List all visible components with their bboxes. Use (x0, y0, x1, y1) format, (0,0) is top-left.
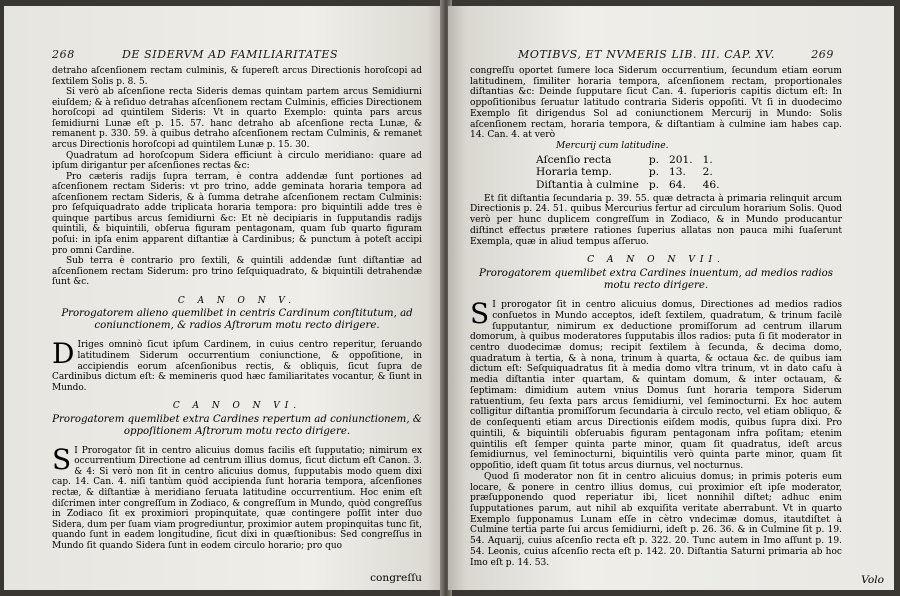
table-cell-p: p. (648, 166, 660, 179)
right-para-1: congreſſu oportet ſumere loca Siderum occurrentium, ſecundum etiam eorum latitudinem, ſimiliter horaria tempora, aſcenſionem rectam, proportionales diſtantias &c: Deinde ſupputare ſicut Can. 4. ſuperioris capitis dictum eſt: In oppoſitionibus ſeruatur latitudo contraria Sideris oppoſiti. Vt ſi in duodecimo Exemplo ſit dirigendus Sol ad coniunctionem Mercurij in Mundo: Solis aſcenſionem rectam, horaria tempora, & diſtantiam à culmine iam habes cap. 14. Can. 4. at verò (470, 66, 842, 141)
right-page (448, 6, 894, 590)
canon-5-title: C A N O N V. (177, 295, 297, 306)
left-para-4: Pro cæteris radijs ſupra terram, è contra addendæ ſunt portiones ad aſcenſionem rectam Sideris: vt pro trino, adde geminata horaria tempora ad aſcenſionem rectam Sideris, & à ſumma detrahe aſcenſionem rectam Culminis: pro ſeſquiquadrato adde triplicata horaria tempora: pro biquintili adde tres è quinque partibus arcus ſemidiurni &c: Et nè decipiaris in ſupputandis radijs quintili, & biquintili, obſerua figuram pentagonam, quam ſub quarto figuram poſui: in ipſa enim apparent diſtantiæ à Cardinibus; & punctum à poteſt accipi pro omni Cardine. (52, 171, 422, 256)
canon-5-dropcap: D (52, 337, 75, 371)
canon-7-text: I prorogator ſit in centro alicuius domus, Directiones ad medios radios conſuetos in Mundo acceptos, ideſt ſextilem, quadratum, & trinum facilè ſupputantur, nimirum ex deductione promiſſorum ad centrum illarum domorum, à quibus moderatores ſupputabis illos radios: puta ſi ſit moderator in centro duodecimæ domus; recipit ſextilem à ſecunda, & decima domo, quadratum à tertia, & à nona, trinum à quarta, & octaua &c. de quibus iam dictum eſt: Seſquiquadratus ſit à media domo vltra trinum, vt in dato caſu à media diſtantia inter quartam, & quintam domum, & inter octauam, & ſeptimam: dimidium autem vnius Domus ſunt horaria tempora Siderum ratuentium, ſeu ſexta pars arcus ſemidiurni, vel ſeminocturni. Ex hoc autem colligitur diſtantia promiſſorum ſecundaria à circulo recto, vel etiam obliquo, & de conſequenti etiam arcus Directionis eiſdem modis, quibus ſupra dixi. Pro quintili, & biquintili obſeruabis figuram pentagonam infra poſitam; etenim quintilis eſt ſemper quinta parte minor, quam ſit quadratus, ideſt arcus ſemidiurnus, vel ſeminocturni, biquintilis verò quinta parte minor, quam ſit oppoſitio, ideſt quam ſit totus arcus diurnus, vel nocturnus. (470, 300, 842, 472)
table-row (536, 179, 730, 192)
left-para-2: Si verò ab aſcenſione recta Sideris demas quintam partem arcus Semidiurni eiuſdem; & à reſiduo detrahas aſcenſionem rectam Culminis, efficies Directionem horoſcopi ad quintilem Sideris: Vt in quarto Exemplo: quinta pars arcus ſemidiurni Lunæ eſt p. 15. 57. hanc detraho ab aſcenſione recta Lunæ, & remanent p. 330. 59. à quibus detraho aſcenſionem rectam Culminis, & remanet arcus Directionis horoſcopi ad quintilem Lunæ p. 15. 30. (52, 87, 422, 150)
table-cell-p: p. (648, 153, 660, 166)
table-cell-label: Aſcenſio recta (536, 153, 612, 166)
canon-6-subtitle: Prorogatorem quemlibet extra Cardines repertum ad coniunctionem, & oppoſitionem Aſtrorum motu recto dirigere. (52, 413, 422, 437)
right-para-last: Quod ſi moderator non ſit in centro alicuius domus; in primis poteris eum locare, & ponere in centro illius domus, cui proximior eſt ipſe moderator, præſupponendo quod reperiatur ibi, licet nonnihil diſtet; adhuc enim ſupputationes parum, aut nihil ab exquiſita veritate aberrabunt. Vt in quarto Exemplo ſupponamus Lunam eſſe in cètro vndecimæ domus, itautdiſtet à Culmine tertia parte ſui arcus ſemidiurni, ideſt p. 26. 36. & in Culmine ſit p. 19. 54. Aquarij, cuius aſcenſio recta eſt p. 322. 20. Tunc autem in Imo aſſunt p. 19. 54. Leonis, cuius aſcenſio recta eſt p. 142. 20. Diſtantia Saturni primaria ab hoc Imo eſt p. 14. 53. (470, 471, 842, 568)
table-row (536, 154, 730, 167)
canon-6-text: I Prorogator ſit in centro alicuius domus facilis eſt ſupputatio; nimirum ex occurrentium Directione ad centrum illius domus, ſicut dictum eſt Canon. 3. & 4: Si verò non ſit in centro alicuius domus, ſupputabis modo quem dixi cap. 14. Can. 4. niſi tantùm quòd accipienda ſunt horaria tempora, aſcenſiones rectæ, & diſtantiæ à meridiano ſeruata latitudine occurrentium. Hoc enim eſt diſcrimen inter congreſſum in Zodiaco, & congreſſum in Mundo, quòd congreſſus in Zodiaco ſit ex proximiori propinquitate, quæ contingere poſſit inter duo Sidera, dum per ſuam viam progrediuntur, proximior autem propinquitas tunc ſit, quando ſunt in eadem longitudine, ſicut dixi in quæſtionibus: Sed congreſſus in Mundo ſit quando Sidera ſunt in eodem circulo horario; pro quo (52, 445, 422, 551)
right-head-title: MOTIBVS, ET NVMERIS LIB. III. CAP. XV. (518, 48, 775, 61)
table-cell-p: p. (648, 179, 660, 192)
canon-7-dropcap: S (470, 297, 490, 331)
table-cell-deg: 13. (669, 166, 686, 179)
table-cell-min: 46. (702, 179, 720, 192)
canon-6-title: C A N O N VI. (172, 401, 302, 412)
table-cell-label: Diſtantia à culmine (536, 179, 639, 192)
table-cell-label: Horaria temp. (536, 166, 612, 179)
left-body (52, 66, 422, 551)
canon-7-subtitle: Prorogatorem quemlibet extra Cardines inuentum, ad medios radios motu recto dirigere. (478, 268, 834, 292)
left-para-3: Quadratum ad horoſcopum Sidera efficiunt à circulo meridiano: quare ad ipſum dirigantur per aſcenſiones rectas &c: (52, 150, 422, 172)
left-para-1: detraho aſcenſionem rectam culminis, & ſupereſt arcus Directionis horoſcopi ad ſextilem Solis p. 8. 5. (52, 66, 422, 87)
canon-7-title: C A N O N VII. (587, 255, 725, 266)
canon-6-dropcap: S (52, 442, 72, 476)
table-cell-deg: 64. (669, 179, 686, 192)
mercury-table (536, 154, 730, 192)
mercury-table-title: Mercurij cum latitudine. (556, 141, 669, 152)
left-para-5: Sub terra è contrario pro ſextili, & quintili addendæ ſunt diſtantiæ ad aſcenſionem rectam Siderum: pro trino ſeſquiquadrato, & biquintili detrahendæ ſunt &c. (52, 256, 422, 288)
right-body (470, 66, 842, 568)
left-page (4, 6, 444, 590)
canon-5-text: Iriges omninò ſicut ipſum Cardinem, in cuius centro reperitur, ſeruando latitudinem Siderum occurrentium coniunctione, & oppoſitione, in accipiendis eorum aſcenſionibus rectis, & obliquis, ſicut ſupra de Cardinibus dictum eſt: & memineris quod hæc familiaritates vocantur, & ſiunt in Mundo. (52, 340, 422, 393)
right-catchword: Volo (861, 574, 884, 586)
table-cell-min: 1. (702, 153, 713, 166)
left-head-title: DE SIDERVM AD FAMILIARITATES (122, 48, 339, 61)
left-catchword: congreſſu (370, 572, 422, 584)
table-cell-deg: 201. (669, 153, 693, 166)
right-para-2: Et ſit diſtantia ſecundaria p. 39. 55. quæ detracta à primaria relinquit arcum Directionis p. 24. 51. quibus Mercurius fertur ad circulum horarium Solis. Quod verò per hunc duplicem congreſſum in Zodiaco, & in Mundo producantur diſtinct effectus prætere rationes ſuperius allatas non pauca mihi ſuaſerunt Exempla, quæ in aliud tempus aſſeruo. (470, 193, 842, 247)
right-page-number: 269 (811, 48, 834, 61)
table-row (536, 166, 730, 179)
table-cell-min: 2. (702, 166, 713, 179)
canon-5-subtitle: Prorogatorem alieno quemlibet in centris Cardinum conſtitutum, ad coniunctionem, & radios Aſtrorum motu recto dirigere. (61, 308, 413, 332)
left-page-number: 268 (52, 48, 75, 61)
